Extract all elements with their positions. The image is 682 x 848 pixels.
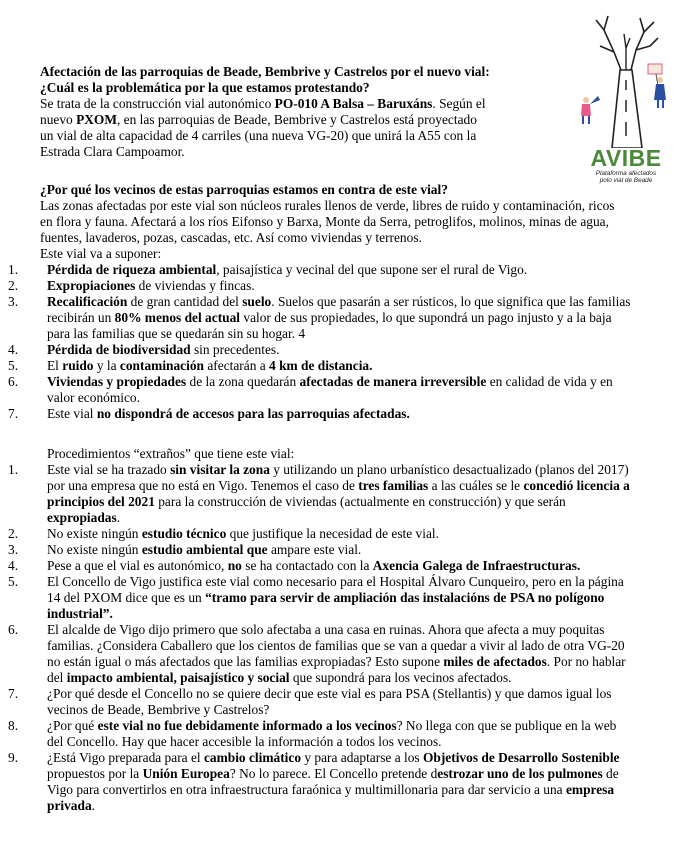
procedure-item-3 <box>8 542 674 558</box>
text-span: que justifique la necesidad de este vial. <box>226 526 439 541</box>
text-span: . <box>116 510 121 525</box>
bold-text: concedió licencia a <box>523 478 630 493</box>
item-number: 3. <box>8 542 19 557</box>
text-span: familias. ¿Considera Caballero que los cientos de familias que se van a quedar a vivir al lado de otra VG-20 <box>47 638 625 653</box>
consequence-item-7 <box>8 406 668 422</box>
bold-text: empresa <box>565 782 615 797</box>
procedure-item-8 <box>8 718 674 750</box>
text-span: ¿Está Vigo preparada para el <box>47 750 204 765</box>
road-name: PO-010 A Balsa – Baruxáns <box>274 96 433 111</box>
bold-text: expropiadas <box>47 510 117 525</box>
text-span: se ha contactado con la <box>241 558 373 573</box>
text-span: y la <box>93 358 120 373</box>
text-span: . Según el <box>432 96 486 111</box>
intro-paragraph-line4: Estrada Clara Campoamor. <box>40 144 185 159</box>
text-span: nuevo <box>40 112 77 127</box>
why-paragraph-line1: Las zonas afectadas por este vial son núcleos rurales llenos de verde, libres de ruido y contaminación, ricos <box>40 198 615 213</box>
bold-text: estrozar uno de los pulmones <box>437 766 603 781</box>
bold-text: sin visitar la zona <box>170 462 270 477</box>
text-span: El alcalde de Vigo dijo primero que solo afectaba a una casa en ruinas. Ahora que afecta a muy poquitas <box>47 622 605 637</box>
logo-subtitle-line1: Plataforma afectados <box>595 170 657 177</box>
text-span: . Suelos que pasarán a ser rústicos, lo que significa que las familias <box>271 294 631 309</box>
consequence-item-3 <box>8 294 668 342</box>
bold-text: contaminación <box>119 358 204 373</box>
bold-text: 80% menos del actual <box>114 310 241 325</box>
intro-paragraph-line1 <box>40 96 560 112</box>
bold-text: estudio técnico <box>141 526 227 541</box>
item-number: 8. <box>8 718 19 733</box>
logo-subtitle-line2: polo vial de Beade <box>599 177 653 184</box>
text-span: El Concello de Vigo justifica este vial como necesario para el Hospital Álvaro Cunqueiro, pero en la página <box>47 574 624 589</box>
procedure-item-2 <box>8 526 674 542</box>
bold-text: cambio climático <box>203 750 302 765</box>
text-span: Pese a que el vial es autonómico, <box>47 558 228 573</box>
text-span: del <box>47 670 67 685</box>
bold-text: Pérdida de riqueza ambiental <box>47 262 217 277</box>
consequence-item-2 <box>8 278 668 294</box>
text-span: por una empresa que no está en Vigo. Tenemos el caso de <box>47 478 359 493</box>
bold-text: impacto ambiental, paisajístico y social <box>66 670 290 685</box>
procedure-item-9 <box>8 750 674 814</box>
bold-text: Pérdida de biodiversidad <box>47 342 191 357</box>
intro-title-line1: Afectación de las parroquias de Beade, Bembrive y Castrelos por el nuevo vial: <box>40 64 490 79</box>
text-span: para las familias que se quedarán sin su hogar. 4 <box>47 326 306 341</box>
text-span: Vigo para convertirlos en otra infraestructura faraónica y multimillonaria para dar servicio a una <box>47 782 566 797</box>
text-span: No existe ningún <box>47 526 142 541</box>
text-span: propuestos por la <box>47 766 143 781</box>
bold-text: tres familias <box>358 478 429 493</box>
intro-title-line2: ¿Cuál es la problemática por la que estamos protestando? <box>40 80 370 95</box>
bold-text: industrial”. <box>47 606 113 621</box>
bold-text: Expropiaciones <box>47 278 136 293</box>
bold-text: suelo <box>242 294 272 309</box>
item-number: 3. <box>8 294 19 309</box>
text-span: y para adaptarse a los <box>301 750 423 765</box>
text-span: valor económico. <box>47 390 140 405</box>
why-section <box>40 182 670 262</box>
text-span: recibirán un <box>47 310 115 325</box>
text-span: . <box>91 798 96 813</box>
procedure-item-7 <box>8 686 674 718</box>
procedures-section <box>8 446 674 814</box>
text-span: No existe ningún <box>47 542 142 557</box>
bold-text: Recalificación <box>47 294 128 309</box>
intro-paragraph-line3: un vial de alta capacidad de 4 carriles (una nueva VG-20) que unirá la A55 con la <box>40 128 477 143</box>
pxom-label: PXOM <box>76 112 117 127</box>
text-span: Este vial <box>47 406 97 421</box>
why-paragraph-line2: en flora y fauna. Afectará a los ríos Eifonso y Barxa, Monte da Serra, petroglifos, molinos, minas de agua, <box>40 214 609 229</box>
item-number: 4. <box>8 558 19 573</box>
consequence-item-4 <box>8 342 668 358</box>
avibe-logo <box>574 8 674 186</box>
text-span: . Por no hablar <box>546 654 626 669</box>
text-span: 14 del PXOM dice que es un <box>47 590 206 605</box>
procedure-item-1 <box>8 462 674 526</box>
item-number: 7. <box>8 686 19 701</box>
procedure-item-5 <box>8 574 674 622</box>
text-span: , en las parroquias de Beade, Bembrive y Castrelos está proyectado <box>116 112 477 127</box>
intro-paragraph-line2 <box>40 112 560 128</box>
item-number: 4. <box>8 342 19 357</box>
text-span: a las cuáles se le <box>428 478 524 493</box>
text-span: ¿Por qué <box>47 718 98 733</box>
item-number: 9. <box>8 750 19 765</box>
text-span: , paisajística y vecinal del que supone ser el rural de Vigo. <box>216 262 528 277</box>
bold-text: Viviendas y propiedades <box>47 374 187 389</box>
bold-text: afectadas de manera irreversible <box>299 374 487 389</box>
why-lead: Este vial va a suponer: <box>40 246 162 261</box>
text-span: y utilizando un plano urbanístico desactualizado (planos del 2017) <box>269 462 629 477</box>
text-span: del Concello. Hay que hacer accesible la información a todos los vecinos. <box>47 734 442 749</box>
item-number: 1. <box>8 462 19 477</box>
text-span: vecinos de Beade, Bembrive y Castrelos? <box>47 702 270 717</box>
consequence-item-5 <box>8 358 668 374</box>
text-span: El <box>47 358 63 373</box>
text-span: no están igual o más afectados que las familias expropiadas? Esto supone <box>47 654 444 669</box>
bold-text: no <box>227 558 242 573</box>
text-span: en calidad de vida y en <box>486 374 613 389</box>
item-number: 5. <box>8 574 19 589</box>
item-number: 6. <box>8 622 19 637</box>
bold-text: privada <box>47 798 92 813</box>
procedures-lead: Procedimientos “extraños” que tiene este vial: <box>47 446 295 461</box>
text-span: ? No lo parece. El Concello pretende d <box>229 766 438 781</box>
text-span: Este vial se ha trazado <box>47 462 171 477</box>
bold-text: “tramo para servir de ampliación das instalacións de PSA no polígono <box>205 590 605 605</box>
item-number: 2. <box>8 526 19 541</box>
text-span: de gran cantidad del <box>127 294 243 309</box>
text-span: ? No llega con que se publique en la web <box>396 718 617 733</box>
logo-title: AVIBE <box>590 145 662 171</box>
item-number: 6. <box>8 374 19 389</box>
bold-text: principios del 2021 <box>47 494 155 509</box>
procedure-item-6 <box>8 622 674 686</box>
consequences-list <box>8 262 668 422</box>
text-span: ¿Por qué desde el Concello no se quiere decir que este vial es para PSA (Stellantis) y que damos igual los <box>47 686 612 701</box>
procedure-item-4 <box>8 558 674 574</box>
item-number: 2. <box>8 278 19 293</box>
bold-text: este vial no fue debidamente informado a los vecinos <box>97 718 397 733</box>
text-span: de la zona quedarán <box>186 374 300 389</box>
intro-section <box>40 64 560 160</box>
text-span: afectarán a <box>204 358 270 373</box>
text-span: de <box>602 766 619 781</box>
text-span: de viviendas y fincas. <box>135 278 255 293</box>
bold-text: ruido <box>62 358 94 373</box>
bold-text: 4 km de distancia. <box>269 358 373 373</box>
bold-text: Axencia Galega de Infraestructuras. <box>372 558 581 573</box>
tree-road-illustration <box>574 8 678 148</box>
bold-text: estudio ambiental que <box>141 542 268 557</box>
why-title: ¿Por qué los vecinos de estas parroquias estamos en contra de este vial? <box>40 182 448 197</box>
text-span: ampare este vial. <box>267 542 362 557</box>
bold-text: Objetivos de Desarrollo Sostenible <box>422 750 620 765</box>
text-span: Se trata de la construcción vial autonómico <box>40 96 275 111</box>
text-span: valor de sus propiedades, lo que supondrá un pago injusto y a la baja <box>240 310 612 325</box>
bold-text: Unión Europea <box>142 766 230 781</box>
item-number: 1. <box>8 262 19 277</box>
consequence-item-1 <box>8 262 668 278</box>
text-span: sin precedentes. <box>190 342 280 357</box>
item-number: 5. <box>8 358 19 373</box>
item-number: 7. <box>8 406 19 421</box>
why-paragraph-line3: fuentes, lavaderos, pozas, cascadas, etc. Así como viviendas y terrenos. <box>40 230 422 245</box>
text-span: que supondrá para los vecinos afectados. <box>289 670 512 685</box>
bold-text: no dispondrá de accesos para las parroquias afectadas. <box>96 406 410 421</box>
consequence-item-6 <box>8 374 668 406</box>
bold-text: miles de afectados <box>443 654 547 669</box>
text-span: para la construcción de viviendas (actualmente en construcción) y que serán <box>154 494 566 509</box>
